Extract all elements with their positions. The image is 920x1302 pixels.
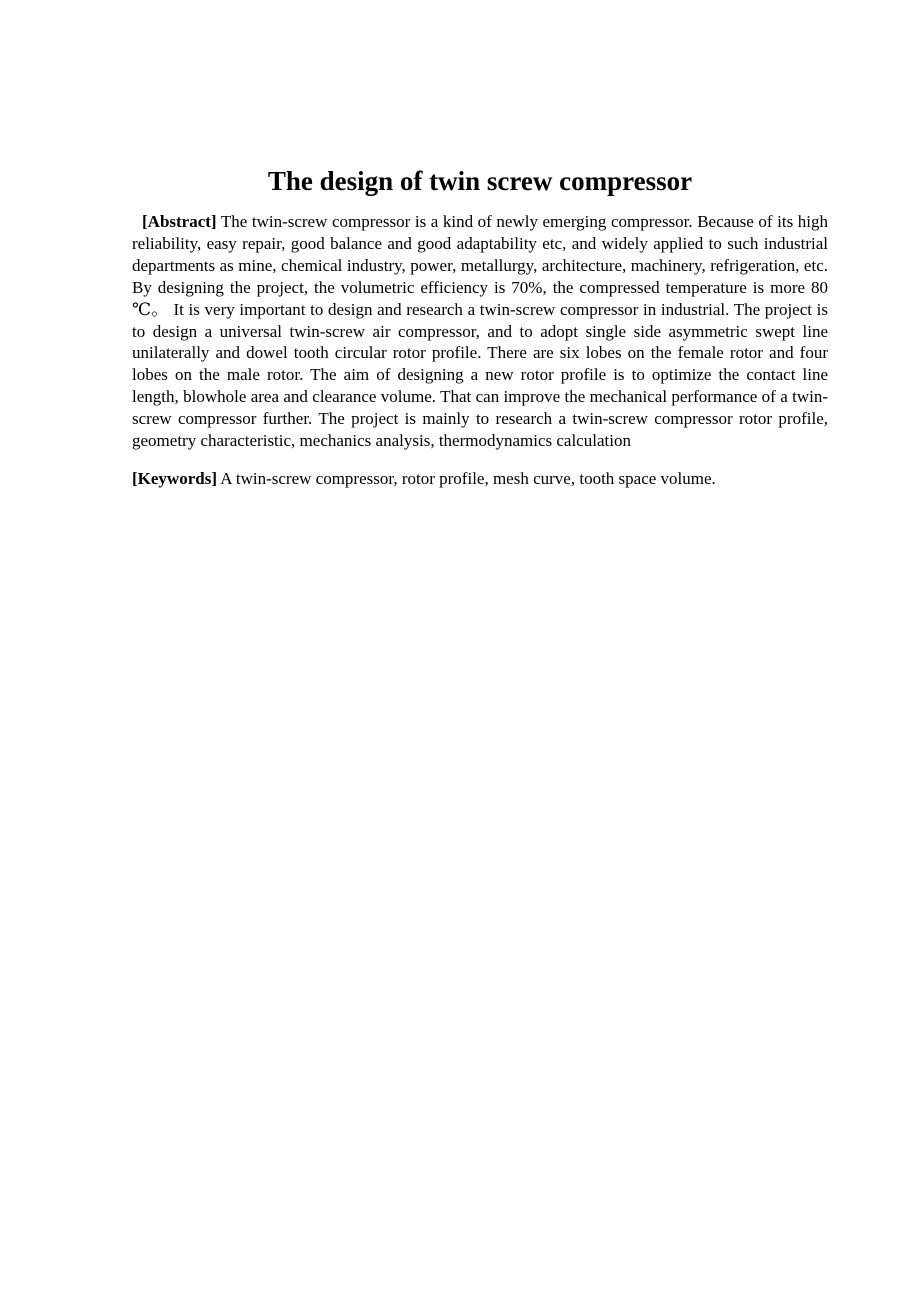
document-body (132, 164, 828, 490)
abstract-paragraph (132, 211, 828, 452)
keywords-text: A twin-screw compressor, rotor profile, mesh curve, tooth space volume. (216, 468, 716, 488)
abstract-text: The twin-screw compressor is a kind of newly emerging compressor. Because of its high reliability, easy repair, good balance and good adaptability etc, and widely applied to such industrial departments as mine, chemical industry, power, metallurgy, architecture, machinery, refrigeration, etc. By designing the project, the volumetric efficiency is 70%, the compressed temperature is more 80 ℃。 It is very important to design and research a twin-screw compressor in industrial. The project is to design a universal twin-screw air compressor, and to adopt single side asymmetric swept line unilaterally and dowel tooth circular rotor profile. There are six lobes on the female rotor and four lobes on the male rotor. The aim of designing a new rotor profile is to optimize the contact line length, blowhole area and clearance volume. That can improve the mechanical performance of a twin-screw compressor further. The project is mainly to research a twin-screw compressor rotor profile, geometry characteristic, mechanics analysis, thermodynamics calculation (132, 212, 828, 451)
abstract-label: [Abstract] (142, 212, 217, 231)
keywords-paragraph (132, 468, 828, 490)
keywords-label: [Keywords] (132, 468, 217, 488)
document-title: The design of twin screw compressor (267, 166, 693, 196)
